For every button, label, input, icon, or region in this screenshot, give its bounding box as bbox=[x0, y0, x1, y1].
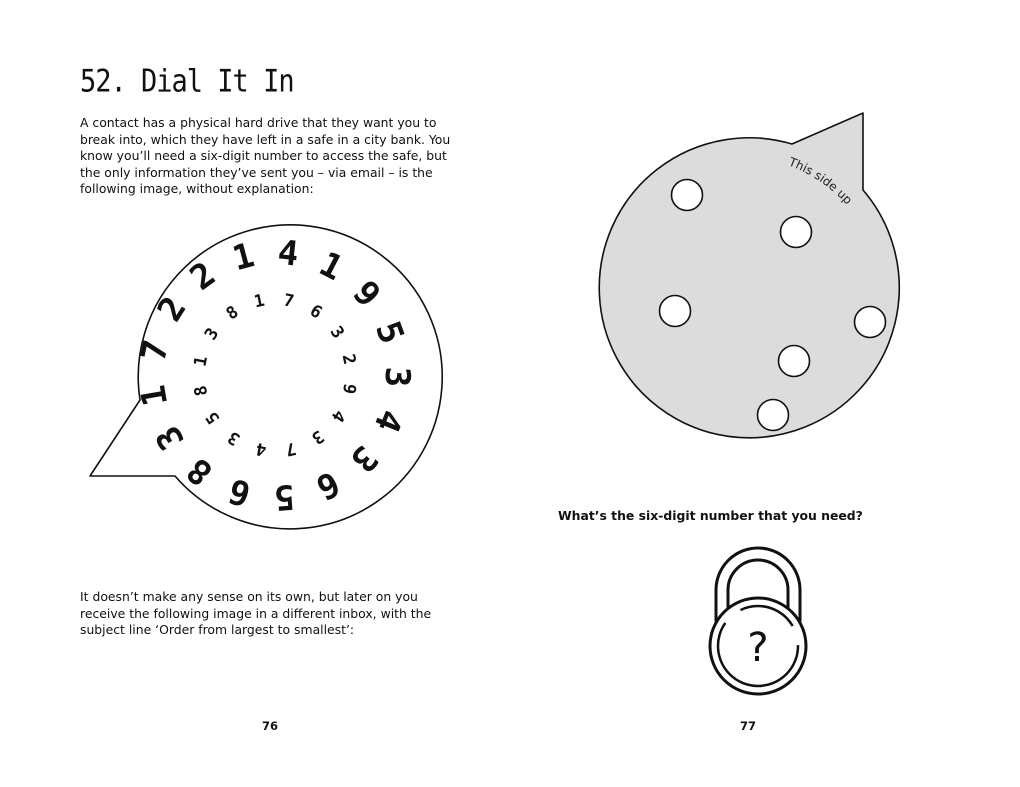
mask-disc bbox=[599, 113, 899, 438]
mask-hole bbox=[758, 400, 789, 431]
hole-mask bbox=[510, 0, 1020, 787]
dial-outer-digit: 1 bbox=[228, 235, 259, 280]
mask-hole bbox=[672, 180, 703, 211]
dial-inner-digit: 3 bbox=[307, 425, 328, 448]
dial-inner-digit: 7 bbox=[283, 437, 298, 460]
padlock-question-mark: ? bbox=[747, 625, 769, 671]
dial-outer-digit: 8 bbox=[179, 449, 221, 494]
dial-outer-digit: 3 bbox=[147, 418, 193, 457]
dial-inner-digit: 1 bbox=[252, 290, 267, 313]
mask-hole bbox=[660, 296, 691, 327]
puzzle-title: 52. Dial It In bbox=[80, 64, 294, 100]
dial-outer-digit: 5 bbox=[272, 475, 297, 518]
dial-inner-digit: 3 bbox=[224, 426, 244, 450]
dial-outer-digit: 3 bbox=[376, 366, 418, 388]
dial-inner-digit: 4 bbox=[326, 406, 350, 426]
dial-inner-digit: 8 bbox=[222, 302, 243, 325]
dial-inner-digit: 8 bbox=[190, 383, 213, 398]
dial-outer-digit: 7 bbox=[133, 336, 178, 365]
page-number-right: 77 bbox=[739, 719, 756, 733]
mask-hole bbox=[855, 307, 886, 338]
dial-outer-digit: 1 bbox=[133, 382, 177, 410]
page-number-left: 76 bbox=[261, 719, 278, 733]
follow-up-text: It doesn’t make any sense on its own, but later on you receive the following image in a different inbox, with the subject line ‘Order from largest to smallest’: bbox=[80, 589, 432, 638]
dial-outer-digit: 2 bbox=[182, 254, 224, 299]
dial-inner-digit: 3 bbox=[325, 322, 348, 343]
dial-outer-digit: 5 bbox=[367, 316, 412, 350]
dial-outer-digit: 9 bbox=[344, 273, 389, 316]
dial-inner-digit: 6 bbox=[306, 300, 326, 324]
padlock-icon bbox=[710, 554, 806, 694]
right-page bbox=[510, 0, 1020, 787]
dial-outer-digit: 1 bbox=[312, 244, 350, 290]
dial-outer-digit: 4 bbox=[275, 232, 301, 275]
mask-hole bbox=[779, 346, 810, 377]
question-text: What’s the six-digit number that you need? bbox=[558, 508, 863, 523]
dial-outer-digit: 2 bbox=[149, 289, 195, 329]
dial-inner-digit: 5 bbox=[202, 407, 225, 428]
mask-hole bbox=[781, 217, 812, 248]
dial-outer-digit: 3 bbox=[342, 437, 386, 480]
intro-text: A contact has a physical hard drive that they want you to break into, which they have left in a safe in a city bank. You know you’ll need a six-digit number to access the safe, but the only information they’ve sent you – via email – is the following image, without explanation: bbox=[80, 115, 451, 197]
dial-inner-digit: 7 bbox=[281, 290, 296, 313]
dial-inner-digit: 4 bbox=[254, 437, 269, 460]
dial-inner-digit: 2 bbox=[337, 352, 360, 367]
dial-outer-digit: 6 bbox=[309, 462, 346, 508]
dial-outer-digit: 6 bbox=[224, 469, 256, 514]
this-side-up-text: This side up bbox=[786, 154, 856, 208]
dial-inner-digit: 1 bbox=[190, 354, 213, 369]
dial-outer-digit: 4 bbox=[365, 403, 411, 438]
dial-inner-digit: 9 bbox=[337, 381, 360, 396]
dial-inner-digit: 3 bbox=[200, 324, 224, 344]
